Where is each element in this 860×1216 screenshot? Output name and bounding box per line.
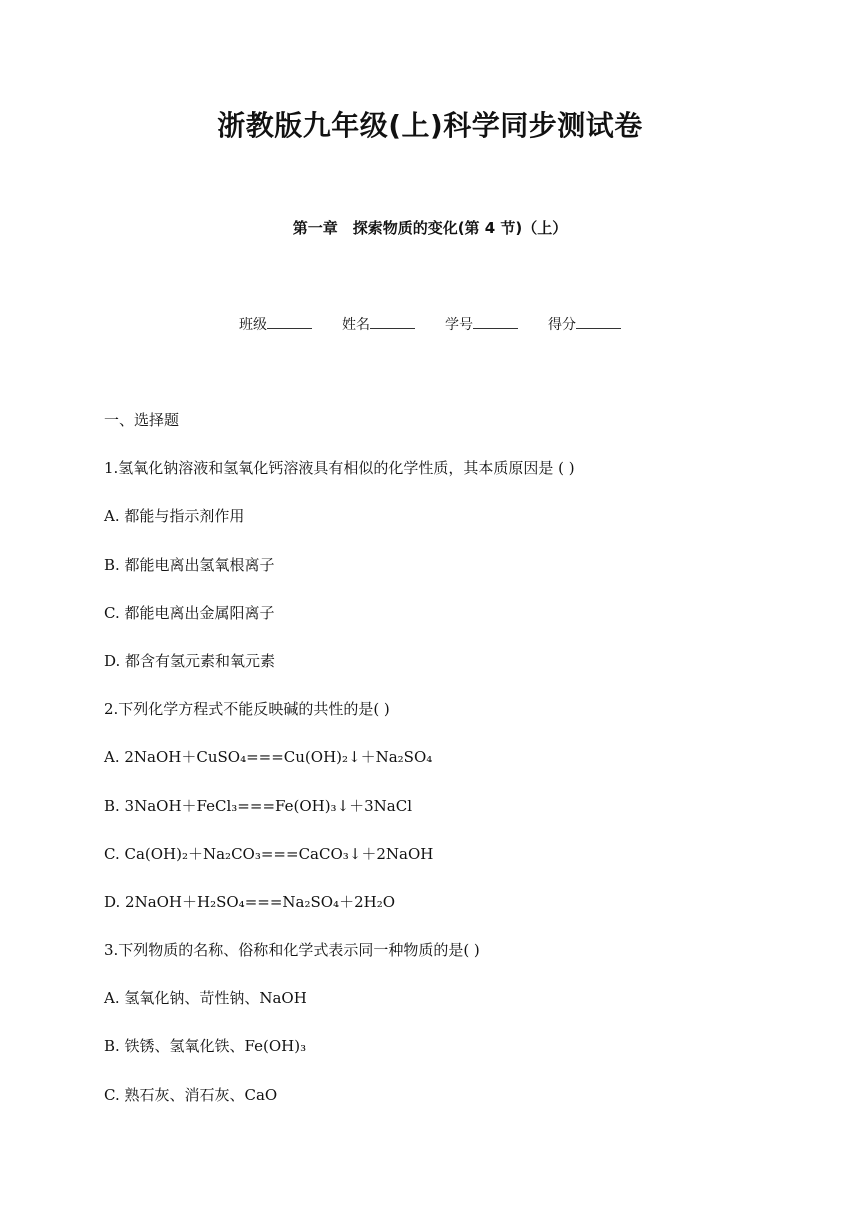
question-1-stem: 1.氢氧化钠溶液和氢氧化钙溶液具有相似的化学性质，其本质原因是 ( ) bbox=[104, 459, 575, 478]
fill-blank bbox=[267, 315, 312, 329]
info-label: 得分 bbox=[548, 317, 576, 333]
info-field-student-id bbox=[445, 314, 518, 334]
question-content bbox=[104, 408, 804, 1131]
question-1-option-a: A. 都能与指示剂作用 bbox=[104, 507, 245, 526]
chapter-subtitle: 第一章 探索物质的变化(第 4 节)（上） bbox=[292, 219, 568, 237]
question-1-option-d: D. 都含有氢元素和氧元素 bbox=[104, 651, 276, 670]
question-1-option-c: C. 都能电离出金属阳离子 bbox=[104, 603, 275, 622]
page-title: 浙教版九年级(上)科学同步测试卷 bbox=[217, 109, 643, 142]
info-field-name bbox=[342, 314, 415, 334]
question-2-option-d: D. 2NaOH＋H₂SO₄===Na₂SO₄＋2H₂O bbox=[104, 892, 396, 911]
student-info-row bbox=[0, 314, 860, 334]
info-field-class bbox=[239, 314, 312, 334]
info-field-score bbox=[548, 314, 621, 334]
question-2-option-b: B. 3NaOH＋FeCl₃===Fe(OH)₃↓＋3NaCl bbox=[104, 796, 413, 815]
question-2-stem: 2.下列化学方程式不能反映碱的共性的是( ) bbox=[104, 700, 390, 719]
question-3-option-b: B. 铁锈、氢氧化铁、Fe(OH)₃ bbox=[104, 1037, 307, 1056]
info-label: 班级 bbox=[239, 317, 267, 333]
fill-blank bbox=[370, 315, 415, 329]
fill-blank bbox=[473, 315, 518, 329]
info-label: 学号 bbox=[445, 317, 473, 333]
section-heading: 一、选择题 bbox=[104, 411, 180, 429]
question-2-option-c: C. Ca(OH)₂＋Na₂CO₃===CaCO₃↓＋2NaOH bbox=[104, 844, 434, 863]
info-label: 姓名 bbox=[342, 317, 370, 333]
question-2-option-a: A. 2NaOH＋CuSO₄===Cu(OH)₂↓＋Na₂SO₄ bbox=[104, 748, 433, 767]
question-3-option-c: C. 熟石灰、消石灰、CaO bbox=[104, 1085, 278, 1104]
question-3-stem: 3.下列物质的名称、俗称和化学式表示同一种物质的是( ) bbox=[104, 941, 480, 960]
fill-blank bbox=[576, 315, 621, 329]
question-3-option-a: A. 氢氧化钠、苛性钠、NaOH bbox=[104, 989, 307, 1008]
question-1-option-b: B. 都能电离出氢氧根离子 bbox=[104, 555, 275, 574]
